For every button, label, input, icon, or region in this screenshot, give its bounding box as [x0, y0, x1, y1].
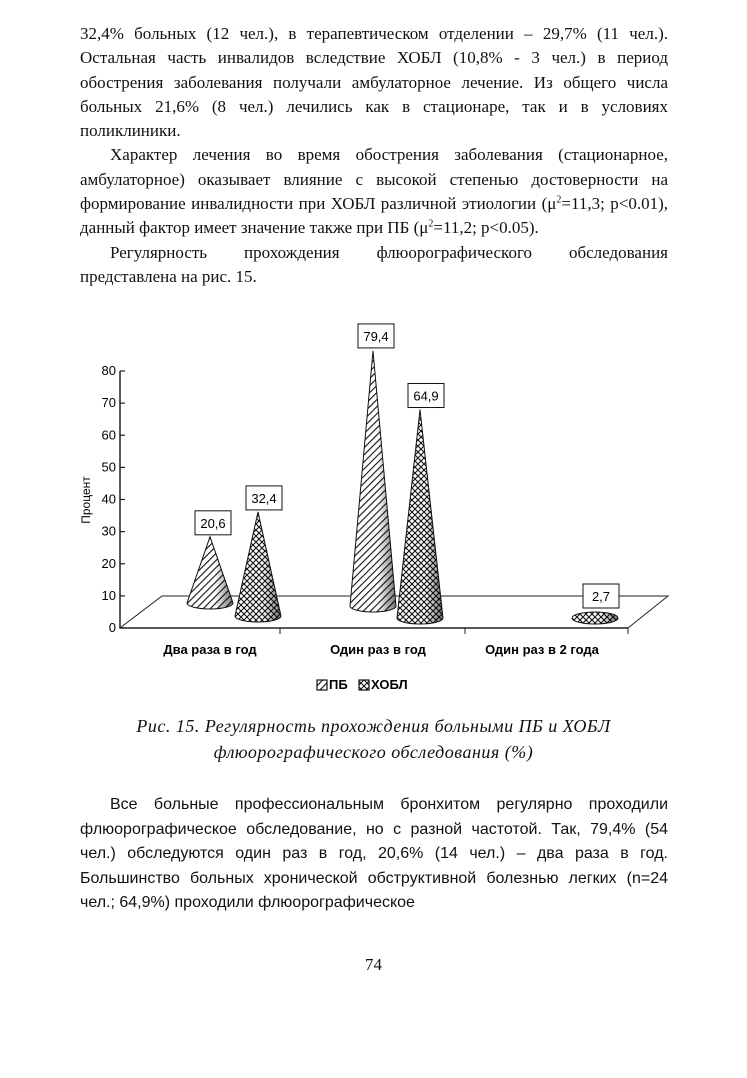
cone-shade [350, 351, 396, 612]
y-tick-label: 10 [101, 587, 116, 603]
paragraph-2 [80, 143, 668, 240]
cone-shade [235, 512, 281, 622]
paragraph-1: 32,4% больных (12 чел.), в терапевтическом отделении – 29,7% (11 чел.). Остальная часть инвалидов вследствие ХОБЛ (10,8% - 3 чел.) в период обострения заболевания получали амбулаторное лечение. Из общего числа больных 21,6% (8 чел.) лечились как в стационаре, так и в условиях поликлиники. [80, 24, 668, 141]
data-label: 20,6 [200, 515, 226, 531]
x-category-label: Два раза в год [163, 642, 257, 657]
y-tick-label: 0 [108, 620, 116, 635]
cone-shade [397, 410, 443, 624]
data-label: 79,4 [363, 328, 389, 344]
superscript-2a: 2 [556, 194, 562, 206]
y-tick-label: 30 [101, 523, 116, 539]
caption-line-2: флюорографического обследования (%) [213, 742, 534, 762]
y-axis-title: Процент [79, 476, 93, 524]
y-tick-label: 60 [101, 427, 116, 443]
x-category-label: Один раз в год [330, 642, 426, 657]
paragraph-2-part-2: =11,3; p<0.01), данный фактор имеет значение также при ПБ (μ [80, 194, 668, 238]
legend-label-pb: ПБ [329, 677, 348, 692]
y-tick-label: 40 [101, 491, 116, 507]
chart-svg [70, 328, 690, 698]
y-tick-label: 50 [101, 459, 116, 475]
legend-label-copd: ХОБЛ [371, 677, 408, 692]
data-label: 64,9 [413, 388, 439, 404]
paragraph-2-part-3: =11,2; p<0.05). [433, 218, 539, 238]
legend-swatch-pb [317, 680, 327, 690]
x-category-label: Один раз в 2 года [485, 642, 599, 657]
y-tick-label: 70 [101, 395, 116, 411]
paragraph-3: Регулярность прохождения флюорографического обследования представлена на рис. 15. [80, 242, 668, 286]
y-tick-label: 20 [101, 555, 116, 571]
cone-shade [187, 537, 233, 609]
page-number: 74 [365, 955, 382, 974]
figure-caption [60, 713, 687, 765]
body-text-top [80, 22, 668, 289]
figure-15-chart [70, 328, 690, 698]
body-text-bottom: Все больные профессиональным бронхитом регулярно проходили флюорографическое обследование, но с разной частотой. Так, 79,4% (54 чел.) обследуются один раз в год, 20,6% (14 чел.) – два раза в год. Большинство больных хронической обструктивной болезнью легких (n=24 чел.; 64,9%) проходили флюорографическое [80, 796, 668, 911]
paragraph-2-part-1: Характер лечения во время обострения заболевания (стационарное, амбулаторное) оказывает влияние с высокой степенью достоверности на формирование инвалидности при ХОБЛ различной этиологии (μ [80, 145, 668, 214]
superscript-2b: 2 [428, 218, 434, 230]
data-label: 2,7 [591, 589, 611, 604]
legend [317, 677, 408, 692]
data-label: 32,4 [251, 490, 277, 506]
caption-line-1: Рис. 15. Регулярность прохождения больными ПБ и ХОБЛ [136, 716, 611, 736]
legend-swatch-copd [359, 680, 369, 690]
cone-shade [572, 612, 618, 624]
y-tick-label: 80 [101, 363, 116, 378]
